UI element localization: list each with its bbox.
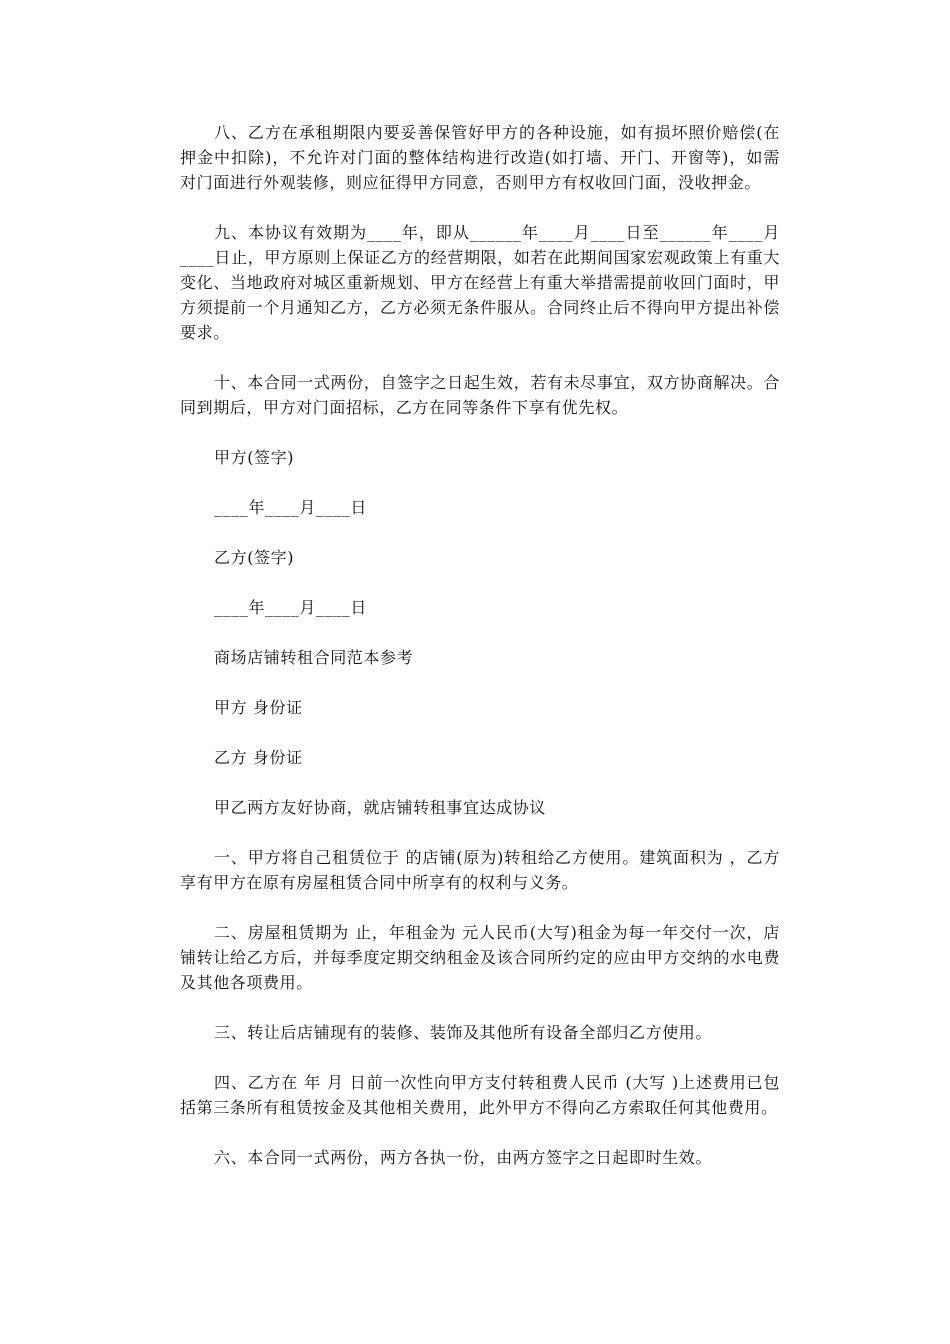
party-a-date: ____年____月____日: [214, 498, 367, 517]
party-b-signature: 乙方(签字): [214, 548, 295, 567]
clause-1: 一、甲方将自己租赁位于 的店铺(原为)转租给乙方使用。建筑面积为 ，乙方享有甲方在原有房屋租赁合同中所享有的权利与义务。: [180, 848, 780, 892]
clause-3: 三、转让后店铺现有的装修、装饰及其他所有设备全部归乙方使用。: [214, 1023, 713, 1042]
clause-2: 二、房屋租赁期为 止，年租金为 元人民币(大写)租金为每一年交付一次，店铺转让给乙方后，并每季度定期交纳租金及该合同所约定的应由甲方交纳的水电费及其他各项费用。: [180, 923, 780, 992]
clause-8: 八、乙方在承租期限内要妥善保管好甲方的各种设施，如有损坏照价赔偿(在押金中扣除)，不允许对门面的整体结构进行改造(如打墙、开门、开窗等)，如需对门面进行外观装修，则应征得甲方同意，否则甲方有权收回门面，没收押金。: [180, 123, 780, 192]
party-b-id: 乙方 身份证: [214, 748, 303, 767]
party-a-id: 甲方 身份证: [214, 698, 303, 717]
clause-9: 九、本协议有效期为____年，即从______年____月____日至______年____月____日止，甲方原则上保证乙方的经营期限，如若在此期间国家宏观政策上有重大变化、当地政府对城区重新规划、甲方在经营上有重大举措需提前收回门面时，甲方须提前一个月通知乙方，乙方必须无条件服从。合同终止后不得向甲方提出补偿要求。: [180, 223, 780, 342]
agreement-intro: 甲乙两方友好协商，就店铺转租事宜达成协议: [214, 798, 547, 817]
section-title: 商场店铺转租合同范本参考: [214, 648, 414, 667]
clause-4: 四、乙方在 年 月 日前一次性向甲方支付转租费人民币 (大写 )上述费用已包括第三条所有租赁按金及其他相关费用，此外甲方不得向乙方索取任何其他费用。: [180, 1073, 780, 1117]
document-body: [180, 120, 780, 1170]
party-b-date: ____年____月____日: [214, 598, 367, 617]
clause-6: 六、本合同一式两份，两方各执一份，由两方签字之日起即时生效。: [214, 1148, 713, 1167]
party-a-signature: 甲方(签字): [214, 448, 295, 467]
clause-10: 十、本合同一式两份，自签字之日起生效，若有未尽事宜，双方协商解决。合同到期后，甲方对门面招标，乙方在同等条件下享有优先权。: [180, 373, 780, 417]
